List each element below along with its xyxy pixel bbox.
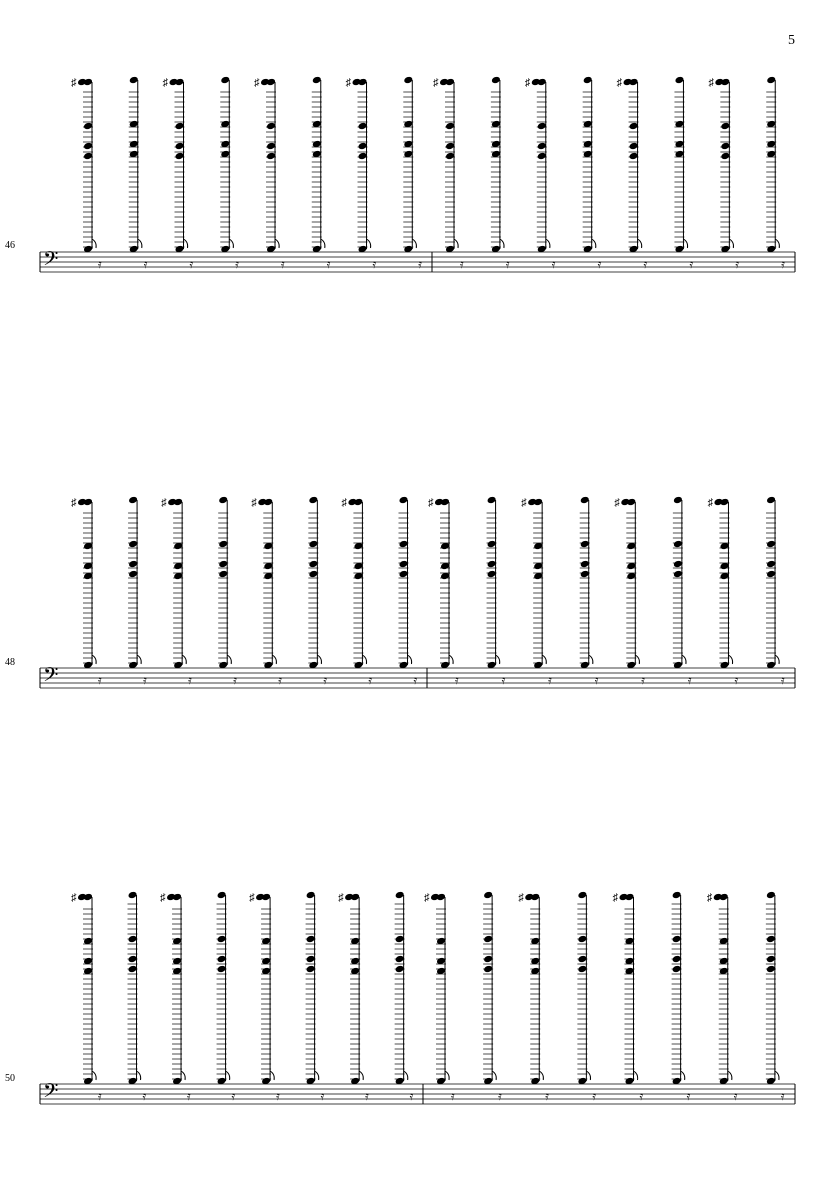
sharp-icon: ♯ <box>707 497 713 509</box>
sixteenth-rest-icon: 𝄿 <box>418 257 422 271</box>
sharp-icon: ♯ <box>433 77 439 89</box>
sixteenth-rest-icon: 𝄿 <box>686 1089 691 1103</box>
sixteenth-rest-icon: 𝄿 <box>733 1089 738 1103</box>
sixteenth-rest-icon: 𝄿 <box>548 673 552 687</box>
sixteenth-rest-icon: 𝄿 <box>639 1089 644 1103</box>
note-head <box>766 955 776 964</box>
sixteenth-rest-icon: 𝄿 <box>460 257 464 271</box>
note-head <box>395 965 405 974</box>
note-head <box>128 891 138 900</box>
sixteenth-rest-icon: 𝄿 <box>231 1089 236 1103</box>
page-number: 5 <box>788 33 795 48</box>
sixteenth-rest-icon: 𝄿 <box>501 673 506 687</box>
sixteenth-rest-icon: 𝄿 <box>687 673 692 687</box>
bass-clef-icon: 𝄢 <box>43 663 59 691</box>
note-head <box>766 935 776 944</box>
sharp-icon: ♯ <box>71 892 77 904</box>
sixteenth-rest-icon: 𝄿 <box>551 257 556 271</box>
sixteenth-rest-icon: 𝄿 <box>781 673 785 687</box>
note-head <box>672 965 682 974</box>
sixteenth-rest-icon: 𝄿 <box>780 1089 785 1103</box>
note-head <box>524 893 534 902</box>
sharp-icon: ♯ <box>616 77 623 89</box>
sharp-icon: ♯ <box>162 77 169 89</box>
sixteenth-rest-icon: 𝄿 <box>545 1089 549 1103</box>
note-head <box>483 935 493 944</box>
sharp-icon: ♯ <box>524 77 531 89</box>
note-head <box>577 935 587 944</box>
sixteenth-rest-icon: 𝄿 <box>498 1089 502 1103</box>
sixteenth-rest-icon: 𝄿 <box>594 673 599 687</box>
sharp-icon: ♯ <box>612 892 618 904</box>
sharp-icon: ♯ <box>251 497 257 509</box>
sixteenth-rest-icon: 𝄿 <box>323 673 328 687</box>
note-head <box>672 955 682 964</box>
sixteenth-rest-icon: 𝄿 <box>98 257 102 271</box>
sharp-icon: ♯ <box>254 77 260 89</box>
note-head <box>577 965 587 974</box>
sharp-icon: ♯ <box>249 892 255 904</box>
sixteenth-rest-icon: 𝄿 <box>735 257 740 271</box>
sharp-icon: ♯ <box>521 497 527 509</box>
note-head <box>344 893 354 902</box>
note-head <box>395 955 405 964</box>
sixteenth-rest-icon: 𝄿 <box>278 673 282 687</box>
sharp-icon: ♯ <box>614 497 620 509</box>
note-head <box>766 891 776 900</box>
sixteenth-rest-icon: 𝄿 <box>187 1089 191 1103</box>
note-head <box>395 891 405 900</box>
sharp-icon: ♯ <box>341 497 347 509</box>
bass-clef-icon: 𝄢 <box>43 1079 59 1107</box>
sixteenth-rest-icon: 𝄿 <box>98 673 102 687</box>
sixteenth-rest-icon: 𝄿 <box>365 1089 369 1103</box>
sixteenth-rest-icon: 𝄿 <box>451 1089 455 1103</box>
note-head <box>128 955 138 964</box>
note-head <box>395 935 405 944</box>
sharp-icon: ♯ <box>71 497 77 509</box>
bass-clef-icon: 𝄢 <box>43 247 59 275</box>
sixteenth-rest-icon: 𝄿 <box>98 1089 102 1103</box>
sharp-icon: ♯ <box>71 77 77 89</box>
sixteenth-rest-icon: 𝄿 <box>320 1089 325 1103</box>
note-head <box>483 965 493 974</box>
note-head <box>713 893 723 902</box>
note-head <box>306 955 316 964</box>
measure-number-48: 48 <box>5 657 15 668</box>
sixteenth-rest-icon: 𝄿 <box>641 673 645 687</box>
measure-number-50: 50 <box>5 1073 15 1084</box>
note-head <box>577 891 587 900</box>
note-head <box>306 891 316 900</box>
sharp-icon: ♯ <box>428 497 434 509</box>
note-head <box>128 965 138 974</box>
note-head <box>217 935 227 944</box>
sixteenth-rest-icon: 𝄿 <box>597 257 602 271</box>
note-head <box>306 965 316 974</box>
note-head <box>766 965 776 974</box>
note-head <box>619 893 629 902</box>
sharp-icon: ♯ <box>706 892 713 904</box>
sharp-icon: ♯ <box>708 77 714 89</box>
sixteenth-rest-icon: 𝄿 <box>235 257 239 271</box>
sixteenth-rest-icon: 𝄿 <box>189 257 194 271</box>
sixteenth-rest-icon: 𝄿 <box>409 1089 414 1103</box>
sixteenth-rest-icon: 𝄿 <box>188 673 192 687</box>
sixteenth-rest-icon: 𝄿 <box>413 673 418 687</box>
sixteenth-rest-icon: 𝄿 <box>142 1089 147 1103</box>
sixteenth-rest-icon: 𝄿 <box>233 673 237 687</box>
sixteenth-rest-icon: 𝄿 <box>368 673 373 687</box>
sixteenth-rest-icon: 𝄿 <box>455 673 459 687</box>
sharp-icon: ♯ <box>518 892 524 904</box>
note-head <box>672 935 682 944</box>
sixteenth-rest-icon: 𝄿 <box>143 257 148 271</box>
note-head <box>306 935 316 944</box>
sharp-icon: ♯ <box>161 497 167 509</box>
sixteenth-rest-icon: 𝄿 <box>734 673 739 687</box>
sixteenth-rest-icon: 𝄿 <box>781 257 785 271</box>
note-head <box>483 955 493 964</box>
sixteenth-rest-icon: 𝄿 <box>592 1089 597 1103</box>
sharp-icon: ♯ <box>338 892 344 904</box>
note-head <box>217 955 227 964</box>
note-head <box>255 893 265 902</box>
sharp-icon: ♯ <box>160 892 166 904</box>
sixteenth-rest-icon: 𝄿 <box>505 257 510 271</box>
note-head <box>483 891 493 900</box>
sixteenth-rest-icon: 𝄿 <box>143 673 147 687</box>
sixteenth-rest-icon: 𝄿 <box>643 257 648 271</box>
sixteenth-rest-icon: 𝄿 <box>276 1089 280 1103</box>
sixteenth-rest-icon: 𝄿 <box>372 257 377 271</box>
note-head <box>217 965 227 974</box>
note-head <box>577 955 587 964</box>
sixteenth-rest-icon: 𝄿 <box>326 257 331 271</box>
note-head <box>217 891 227 900</box>
sharp-icon: ♯ <box>345 77 352 89</box>
sixteenth-rest-icon: 𝄿 <box>689 257 694 271</box>
note-head <box>430 893 440 902</box>
note-head <box>77 893 87 902</box>
note-head <box>166 893 176 902</box>
note-head <box>128 935 138 944</box>
sixteenth-rest-icon: 𝄿 <box>281 257 285 271</box>
note-head <box>672 891 682 900</box>
sharp-icon: ♯ <box>424 892 430 904</box>
measure-number-46: 46 <box>5 240 15 251</box>
